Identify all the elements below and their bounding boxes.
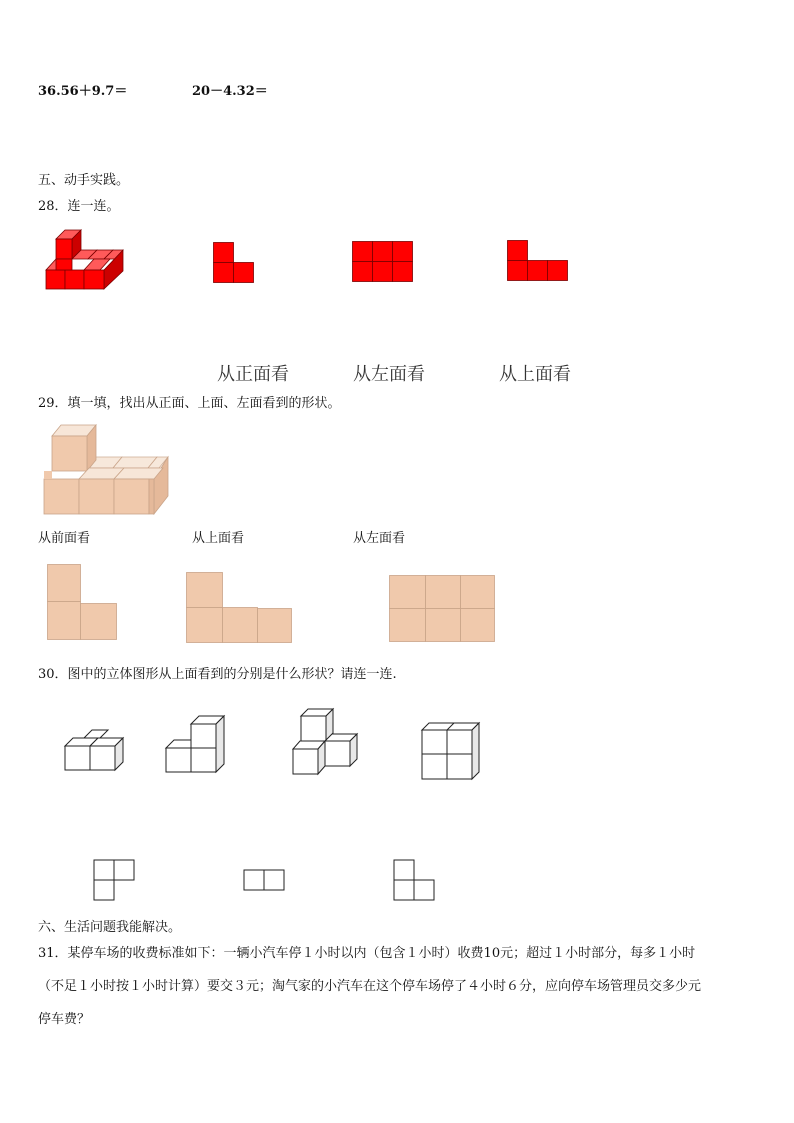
q30-solid-2[interactable] (164, 712, 228, 776)
q28-label-front-view: 从正面看 (217, 364, 289, 385)
question-31-line-2: （不足１小时按１小时计算）要交３元；淘气家的小汽车在这个停车场停了４小时６分，应向停车场管理员交多少元 (38, 979, 702, 994)
q29-answer-front-view (47, 564, 119, 642)
q29-label-top-view: 从上面看 (192, 531, 245, 546)
q29-answer-left-view (389, 575, 497, 643)
question-31-line-1: 31．某停车场的收费标准如下：一辆小汽车停１小时以内（包含１小时）收费10元；超过１小时部分，每多１小时 (38, 946, 696, 961)
q28-label-top-view: 从上面看 (499, 364, 571, 385)
q28-view-option-grid[interactable] (352, 241, 414, 283)
question-29-text: 29．填一填，找出从正面、上面、左面看到的形状。 (38, 396, 341, 411)
q30-top-view-option-2[interactable] (243, 869, 287, 893)
q30-solid-4[interactable] (420, 719, 484, 783)
q30-top-view-option-3[interactable] (393, 859, 437, 903)
question-28-text: 28．连一连。 (38, 199, 120, 214)
section-6-title: 六、生活问题我能解决。 (38, 920, 182, 935)
q29-label-left-view: 从左面看 (353, 531, 406, 546)
q30-solid-1[interactable] (64, 726, 128, 774)
q28-label-left-view: 从左面看 (353, 364, 425, 385)
section-5-title: 五、动手实践。 (38, 173, 130, 188)
arithmetic-expression-2: 20－4.32＝ (192, 84, 268, 99)
q30-solid-3[interactable] (291, 707, 363, 779)
q28-view-option-long-l[interactable] (507, 240, 569, 282)
q29-answer-top-view (186, 572, 294, 644)
q29-label-front-view: 从前面看 (38, 531, 91, 546)
q29-beige-solid-figure (44, 424, 172, 516)
question-30-text: 30．图中的立体图形从上面看到的分别是什么形状？请连一连. (38, 667, 397, 682)
q28-red-solid-figure (46, 229, 126, 291)
q28-view-option-l-shape[interactable] (213, 242, 255, 284)
q30-top-view-option-1[interactable] (93, 859, 137, 903)
question-31-line-3: 停车费？ (38, 1012, 91, 1027)
arithmetic-expression-1: 36.56＋9.7＝ (38, 84, 128, 99)
